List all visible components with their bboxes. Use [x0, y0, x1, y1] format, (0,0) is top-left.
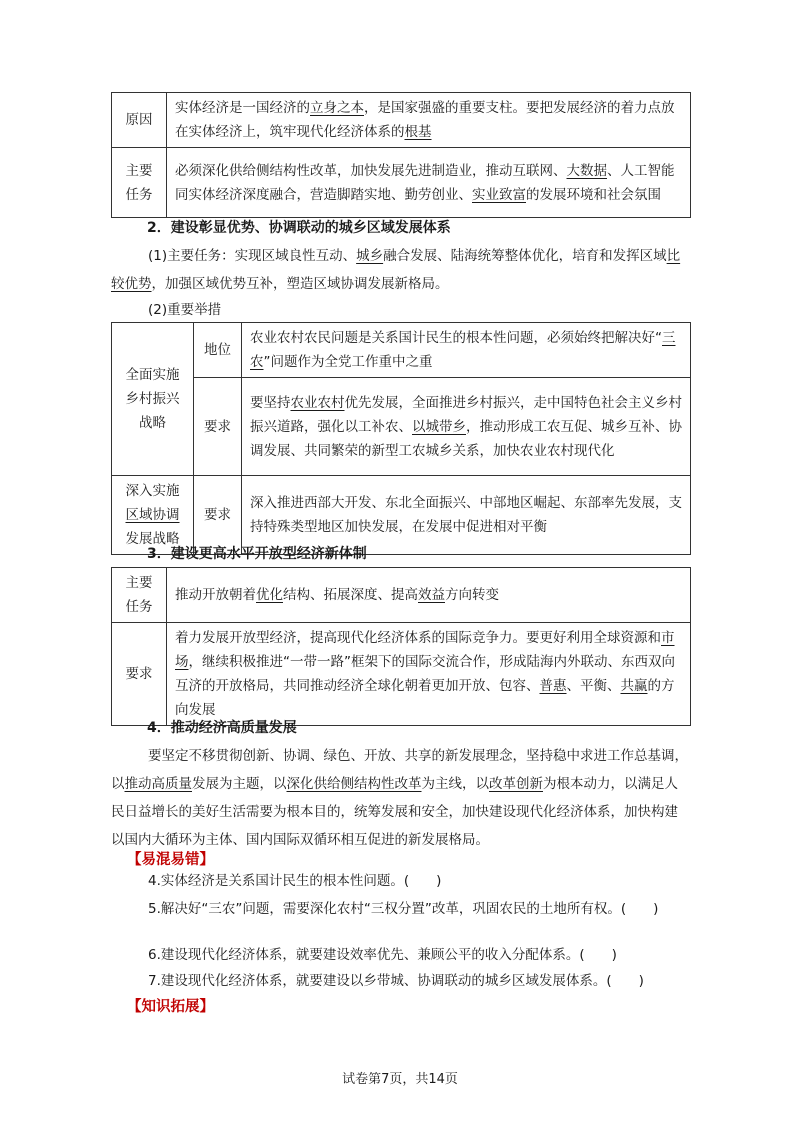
section-4-paragraph: 要坚定不移贯彻创新、协调、绿色、开放、共享的新发展理念，坚持稳中求进工作总基调，以推动高质量发展为主题，以深化供给侧结构性改革为主线，以改革创新为根本动力，以满足人民日益增长的美好生活需要为根本目的，统筹发展和安全，加快建设现代化经济体系，加快构建以国内大循环为主体、国内国际双循环相互促进的新发展格局。: [111, 748, 688, 848]
table-row: [112, 323, 691, 378]
cell-requirement-regional: 深入推进西部大开发、东北全面振兴、中部地区崛起、东部率先发展，支持特殊类型地区加快发展，在发展中促进相对平衡: [242, 476, 691, 555]
table-rural-regional: [111, 322, 691, 555]
table-row: [112, 93, 691, 148]
mistakes-heading: 【易混易错】: [127, 852, 214, 868]
cell-main-task: 必须深化供给侧结构性改革，加快发展先进制造业，推动互联网、大数据、人工智能同实体经济深度融合，营造脚踏实地、勤劳创业、实业致富的发展环境和社会氛围: [167, 148, 691, 218]
row-label-requirement: 要求: [112, 623, 167, 726]
cell-main-task: 推动开放朝着优化结构、拓展深度、提高效益方向转变: [167, 568, 691, 623]
group-label-rural-revitalization: 全面实施乡村振兴战略: [112, 323, 194, 476]
page-footer: 试卷第7页，共14页: [342, 1072, 458, 1087]
row-label-requirement: 要求: [194, 476, 242, 555]
table-real-economy: [111, 92, 691, 218]
question-6: 6.建设现代化经济体系，就要建设效率优先、兼顾公平的收入分配体系。( ): [148, 947, 617, 963]
row-label-main-task: 主要任务: [112, 568, 167, 623]
cell-requirement-rural: 要坚持农业农村优先发展，全面推进乡村振兴，走中国特色社会主义乡村振兴道路，强化以工补农、以城带乡，推动形成工农互促、城乡互补、协调发展、共同繁荣的新型工农城乡关系，加快农业农村现代化: [242, 378, 691, 476]
section-2-paragraph-1: (1)主要任务：实现区域良性互动、城乡融合发展、陆海统筹整体优化，培育和发挥区域比较优势，加强区域优势互补，塑造区域协调发展新格局。: [111, 248, 681, 292]
section-2-heading: 2．建设彰显优势、协调联动的城乡区域发展体系: [147, 220, 451, 236]
group-label-regional-coordination: 深入实施区域协调发展战略: [112, 476, 194, 555]
row-label-main-task: 主要任务: [112, 148, 167, 218]
cell-status: 农业农村农民问题是关系国计民生的根本性问题，必须始终把解决好“三农”问题作为全党工作重中之重: [242, 323, 691, 378]
question-4: 4.实体经济是关系国计民生的根本性问题。( ): [148, 873, 442, 889]
table-row: [112, 623, 691, 726]
table-row: [112, 568, 691, 623]
extension-heading: 【知识拓展】: [127, 999, 214, 1015]
section-2-paragraph-2: (2)重要举措: [148, 302, 222, 318]
section-4-heading: 4．推动经济高质量发展: [147, 720, 297, 736]
row-label-status: 地位: [194, 323, 242, 378]
row-label-requirement: 要求: [194, 378, 242, 476]
table-open-economy: [111, 567, 691, 726]
table-row: [112, 148, 691, 218]
table-row: [112, 378, 691, 476]
question-7: 7.建设现代化经济体系，就要建设以乡带城、协调联动的城乡区域发展体系。( ): [148, 973, 644, 989]
row-label-reason: 原因: [112, 93, 167, 148]
cell-reason: 实体经济是一国经济的立身之本，是国家强盛的重要支柱。要把发展经济的着力点放在实体经济上，筑牢现代化经济体系的根基: [167, 93, 691, 148]
question-5: 5.解决好“三农”问题，需要深化农村“三权分置”改革，巩固农民的土地所有权。( ): [148, 901, 659, 917]
section-3-heading: 3．建设更高水平开放型经济新体制: [147, 546, 367, 562]
cell-requirement-open: 着力发展开放型经济，提高现代化经济体系的国际竞争力。要更好利用全球资源和市场，继续积极推进“一带一路”框架下的国际交流合作，形成陆海内外联动、东西双向互济的开放格局，共同推动经济全球化朝着更加开放、包容、普惠、平衡、共赢的方向发展: [167, 623, 691, 726]
